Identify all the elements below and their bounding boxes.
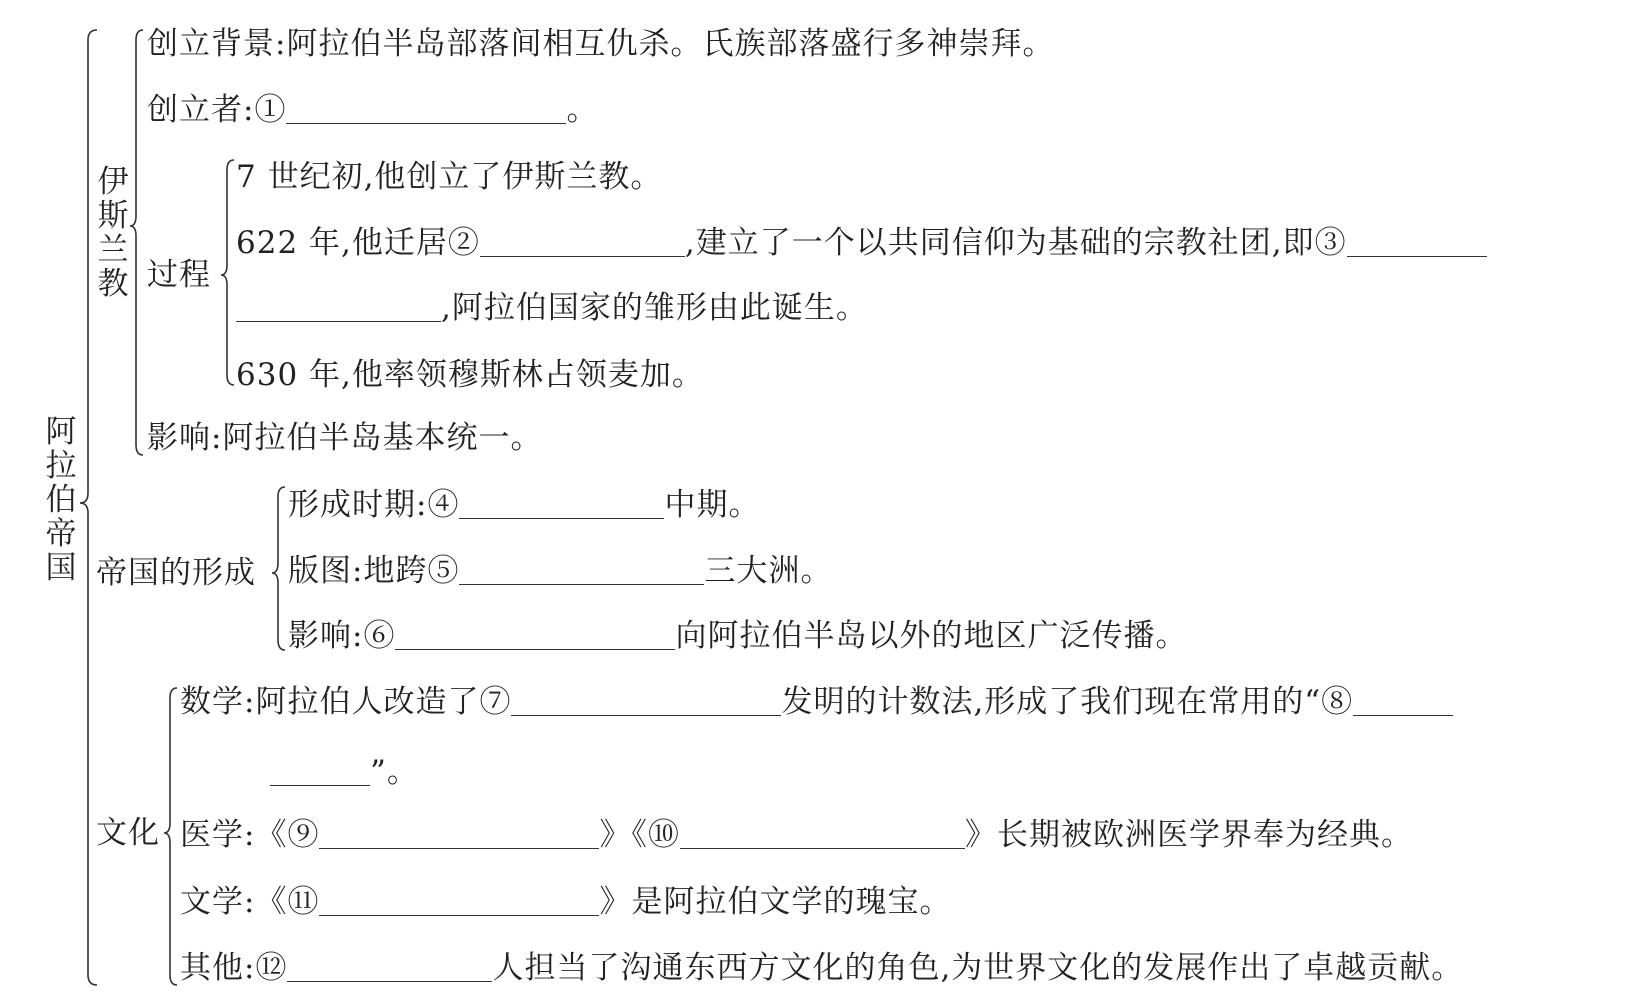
blank-12: [287, 953, 492, 982]
empire-period: 形成时期:④ 中期。: [288, 487, 761, 523]
empire-territory: 版图:地跨⑤ 三大洲。: [288, 553, 833, 589]
blank-7: [511, 687, 781, 716]
empire-impact: 影响:⑥ 向阿拉伯半岛以外的地区广泛传播。: [288, 618, 1188, 654]
blank-11: [319, 887, 599, 916]
islam-founder: [147, 90, 598, 130]
blank-2: [480, 228, 685, 257]
process-line-1: 7 世纪初,他创立了伊斯兰教。: [236, 159, 663, 195]
islam-title: 伊斯兰教: [97, 164, 129, 302]
culture-other: 其他:⑫ 人担当了沟通东西方文化的角色,为世界文化的发展作出了卓越贡献。: [180, 950, 1464, 986]
blank-8: [1353, 687, 1453, 716]
founder-prefix: 创立者:①: [147, 92, 287, 128]
process-line-2: 622 年,他迁居② ,建立了一个以共同信仰为基础的宗教社团,即③: [236, 223, 1487, 263]
blank-1: [286, 95, 566, 124]
brace-islam: [130, 30, 143, 455]
founder-suffix: 。: [566, 92, 599, 128]
brace-main: [80, 30, 97, 985]
brace-culture: [164, 688, 177, 985]
blank-8-cont: [270, 757, 370, 786]
blank-9: [319, 820, 599, 849]
culture-literature: 文学:《⑪ 》是阿拉伯文学的瑰宝。: [180, 884, 952, 920]
process-label: 过程: [147, 257, 211, 293]
process-line-3: ,阿拉伯国家的雏形由此诞生。: [236, 288, 868, 328]
islam-impact: 影响:阿拉伯半岛基本统一。: [147, 420, 543, 456]
brace-empire: [272, 487, 285, 650]
blank-6: [395, 621, 675, 650]
root-title: 阿拉伯帝国: [45, 414, 77, 586]
process-line-4: 630 年,他率领穆斯林占领麦加。: [236, 357, 704, 393]
culture-math: 数学:阿拉伯人改造了⑦ 发明的计数法,形成了我们现在常用的“⑧: [180, 682, 1453, 722]
blank-4: [459, 490, 664, 519]
blank-5: [459, 556, 704, 585]
culture-math-cont: ”。: [270, 752, 419, 792]
blank-10: [680, 820, 965, 849]
blank-3-cont: [236, 293, 441, 322]
islam-background: 创立背景:阿拉伯半岛部落间相互仇杀。氏族部落盛行多神崇拜。: [147, 26, 1055, 62]
empire-title: 帝国的形成: [96, 555, 256, 591]
blank-3: [1347, 228, 1487, 257]
culture-title: 文化: [96, 815, 160, 851]
brace-process: [221, 160, 234, 385]
culture-medicine: 医学:《⑨ 》《⑩ 》长期被欧洲医学界奉为经典。: [180, 817, 1413, 853]
